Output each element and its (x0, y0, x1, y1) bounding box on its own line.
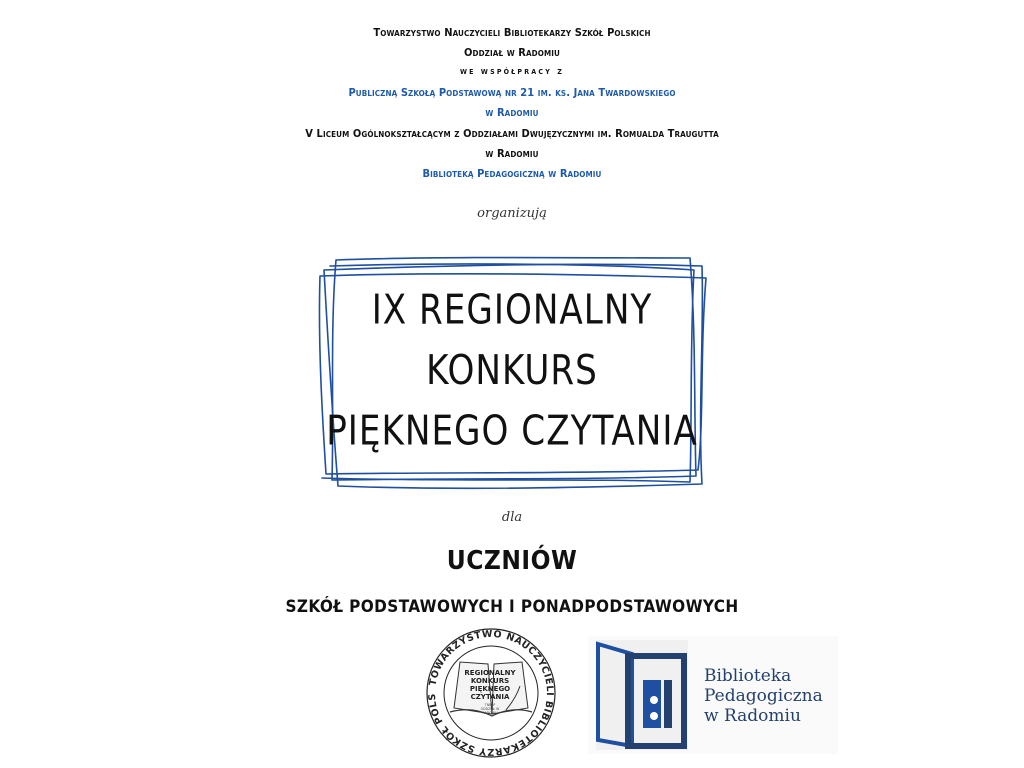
tnbsp-seal-logo (420, 628, 562, 758)
seal-ring-text: TOWARZYSTWO NAUCZYCIELI BIBLIOTEKARZY SZKÓŁ POLS (426, 628, 556, 758)
partner-school-1-city: w Radomiu (485, 106, 539, 119)
seal-small-2: ODDZIAŁ W (480, 707, 500, 711)
seal-book-line-3: PIĘKNEGO (469, 685, 511, 693)
organizer-line-1: Towarzystwo Nauczycieli Bibliotekarzy Szkół Polskich (373, 26, 651, 39)
dla-text: dla (501, 510, 523, 525)
partner-school-1: Publiczną Szkołą Podstawową nr 21 im. ks. Jana Twardowskiego (348, 86, 676, 99)
partner-library: Biblioteką Pedagogiczną w Radomiu (422, 167, 602, 180)
title-line-3: PIĘKNEGO CZYTANIA (326, 406, 698, 455)
cooperation-line: we współpracy z (459, 66, 565, 77)
organizer-line-2: Oddział w Radomiu (464, 46, 560, 59)
biblioteka-pedagogiczna-logo (588, 636, 838, 754)
bp-line-1: Biblioteka (704, 666, 792, 686)
seal-book-line-1: REGIONALNY (464, 669, 516, 677)
seal-book-line-2: KONKURS (470, 677, 510, 685)
bp-door-icon (588, 636, 698, 754)
contest-title (0, 279, 1024, 460)
partner-school-2: V Liceum Ogólnokształcącym z Oddziałami Dwujęzycznymi im. Romualda Traugutta (305, 127, 719, 140)
organizuja-text: organizują (477, 206, 547, 221)
partner-school-2-city: w Radomiu (485, 147, 539, 160)
title-line-1: IX REGIONALNY (371, 285, 653, 334)
bp-line-3: w Radomiu (704, 706, 801, 726)
bp-line-2: Pedagogiczna (704, 686, 823, 706)
audience-heading: UCZNIÓW (446, 546, 578, 576)
title-line-2: KONKURS (426, 346, 598, 394)
seal-small-1: TNBSP (484, 703, 496, 707)
seal-small-3: RADOMIU (482, 711, 498, 715)
seal-book-line-4: CZYTANIA (470, 693, 510, 701)
audience-subheading: SZKÓŁ PODSTAWOWYCH I PONADPODSTAWOWYCH (285, 597, 739, 617)
